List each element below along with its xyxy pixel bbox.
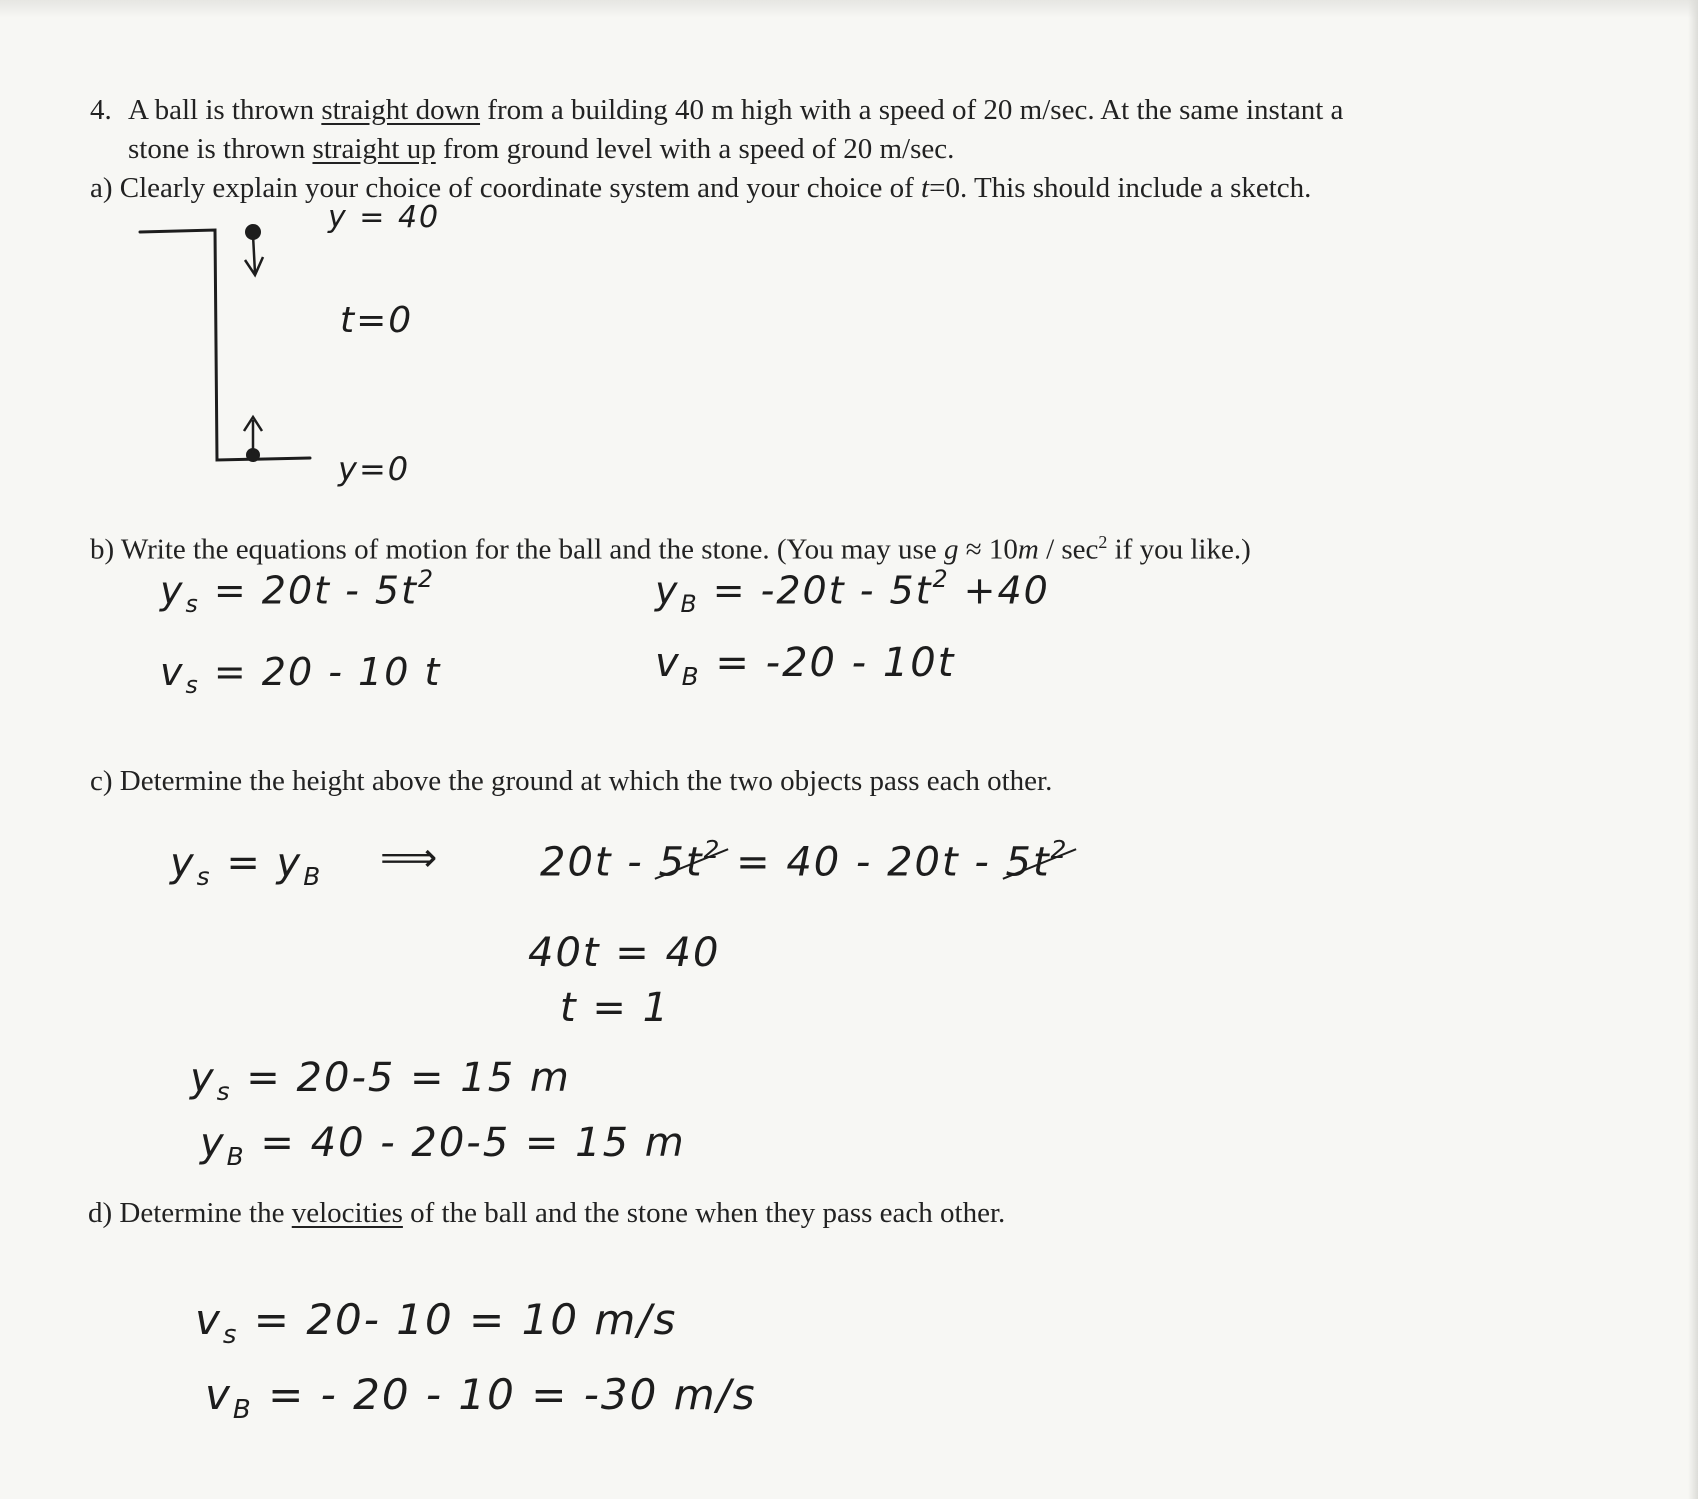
solve-line-t: t = 1 (560, 985, 671, 1031)
eq-yb-rhs-1: = -20t - 5t (712, 568, 933, 613)
cond-lhs: y (170, 840, 196, 886)
struck-a-exp: 2 (703, 835, 722, 864)
yb-rhs: = 40 - 20-5 = 15 m (245, 1120, 686, 1166)
eq-vs-rhs: = 20 - 10 t (213, 650, 442, 694)
part-b-squared: 2 (1098, 532, 1108, 552)
problem-intro-line-2 (128, 129, 954, 169)
yb-var: y (200, 1120, 226, 1166)
struck-term-b (1006, 835, 1069, 885)
eq-ys-rhs: = 20t - 5t (213, 568, 418, 613)
part-c-text: Determine the height above the ground at which the two objects pass each other. (119, 765, 1053, 797)
part-a-question (90, 168, 1311, 208)
eq-yb-exp: 2 (932, 565, 950, 593)
ball-down-arrow (245, 235, 263, 275)
sketch-bottom-label: y=0 (338, 450, 411, 488)
part-c-label: c) (90, 765, 113, 797)
sketch-time-label: t=0 (340, 300, 414, 341)
struck-term-a (658, 835, 721, 885)
pass-condition (170, 840, 322, 891)
intro-text-1: A ball is thrown (128, 94, 322, 126)
part-b-approx: ≈ 10 (958, 533, 1018, 566)
sketch-top-label: y = 40 (328, 200, 441, 235)
vs-var: v (195, 1295, 222, 1344)
eq-yb-sub: B (680, 589, 699, 618)
part-a-label: a) (90, 172, 113, 204)
scan-top-shadow (0, 0, 1698, 18)
vb-rhs: = - 20 - 10 = -30 m/s (252, 1370, 757, 1419)
vs-sub: s (222, 1320, 239, 1351)
eq-ys-sub: s (185, 589, 200, 618)
vs-rhs: = 20- 10 = 10 m/s (238, 1295, 678, 1344)
intro-underlined-straight-up: straight up (312, 133, 436, 165)
part-b-question (90, 522, 1251, 570)
intro-underlined-straight-down: straight down (321, 94, 481, 126)
part-a-text-1: Clearly explain your choice of coordinate system and your choice of (119, 172, 922, 204)
struck-b-exp: 2 (1050, 835, 1069, 864)
ys-var: y (190, 1055, 216, 1101)
vb-var: v (205, 1370, 232, 1419)
part-b-text-2: if you like.) (1107, 533, 1251, 566)
part-a-t-var: t (921, 172, 930, 204)
intro-text-4: from ground level with a speed of 20 m/sec. (435, 133, 955, 165)
eq-vb-var: v (655, 640, 681, 686)
stone-height-result (190, 1055, 571, 1106)
cond-rhs-sub: B (303, 861, 323, 891)
part-d-label: d) (88, 1197, 113, 1229)
solve-line-40t: 40t = 40 (528, 930, 721, 976)
vb-sub: B (232, 1395, 253, 1426)
eq-ball-position (655, 565, 1050, 618)
part-d-question (88, 1193, 1005, 1233)
eq-ys-var: y (160, 568, 185, 613)
eq-vs-var: v (160, 650, 185, 694)
eq-vs-sub: s (185, 671, 200, 700)
line1-part-b: = 40 - 20t - (721, 839, 1006, 886)
part-c-question (90, 761, 1052, 801)
stone-velocity-result (195, 1295, 677, 1350)
cond-eq: = y (226, 840, 303, 886)
part-a-text-2: =0. This should include a sketch. (929, 172, 1312, 204)
intro-text-2: from a building 40 m high with a speed of 20 m/sec. At the same instant a (480, 94, 1344, 126)
eq-stone-velocity (160, 650, 441, 699)
part-b-text-1: Write the equations of motion for the ball and the stone. (You may use (120, 533, 944, 566)
part-d-text-1: Determine the (119, 1197, 292, 1229)
scan-right-edge (1688, 0, 1698, 1499)
part-b-g-var: g (943, 533, 959, 566)
part-d-text-2: of the ball and the stone when they pass each other. (402, 1197, 1006, 1229)
yb-sub: B (226, 1141, 246, 1171)
eq-vb-rhs: = -20 - 10t (715, 640, 956, 686)
pass-equation (540, 835, 1068, 885)
eq-yb-var: y (655, 568, 680, 613)
eq-vb-sub: B (681, 661, 701, 691)
ball-height-result (200, 1120, 686, 1171)
part-b-m-unit: m (1017, 533, 1039, 566)
cond-lhs-sub: s (196, 861, 212, 891)
struck-a-text: 5t (658, 839, 704, 886)
problem-number: 4. (90, 94, 112, 126)
struck-b-text: 5t (1005, 839, 1051, 886)
eq-ball-velocity (655, 640, 955, 691)
line1-part-a: 20t - (540, 839, 659, 886)
part-d-underlined-velocities: velocities (291, 1197, 403, 1229)
ys-sub: s (216, 1076, 232, 1106)
intro-text-3: stone is thrown (128, 133, 313, 165)
stone-up-arrow (244, 417, 262, 453)
building-outline (140, 230, 310, 460)
eq-stone-position (160, 565, 435, 618)
implies-arrow: ⟹ (380, 835, 440, 881)
ys-rhs: = 20-5 = 15 m (231, 1055, 571, 1101)
problem-intro-line-1 (128, 90, 1343, 130)
part-b-label: b) (90, 533, 115, 566)
eq-yb-rhs-2: +40 (949, 568, 1050, 613)
ball-velocity-result (205, 1370, 757, 1425)
eq-ys-exp: 2 (418, 565, 435, 593)
part-b-sec-unit: / sec (1038, 533, 1099, 566)
